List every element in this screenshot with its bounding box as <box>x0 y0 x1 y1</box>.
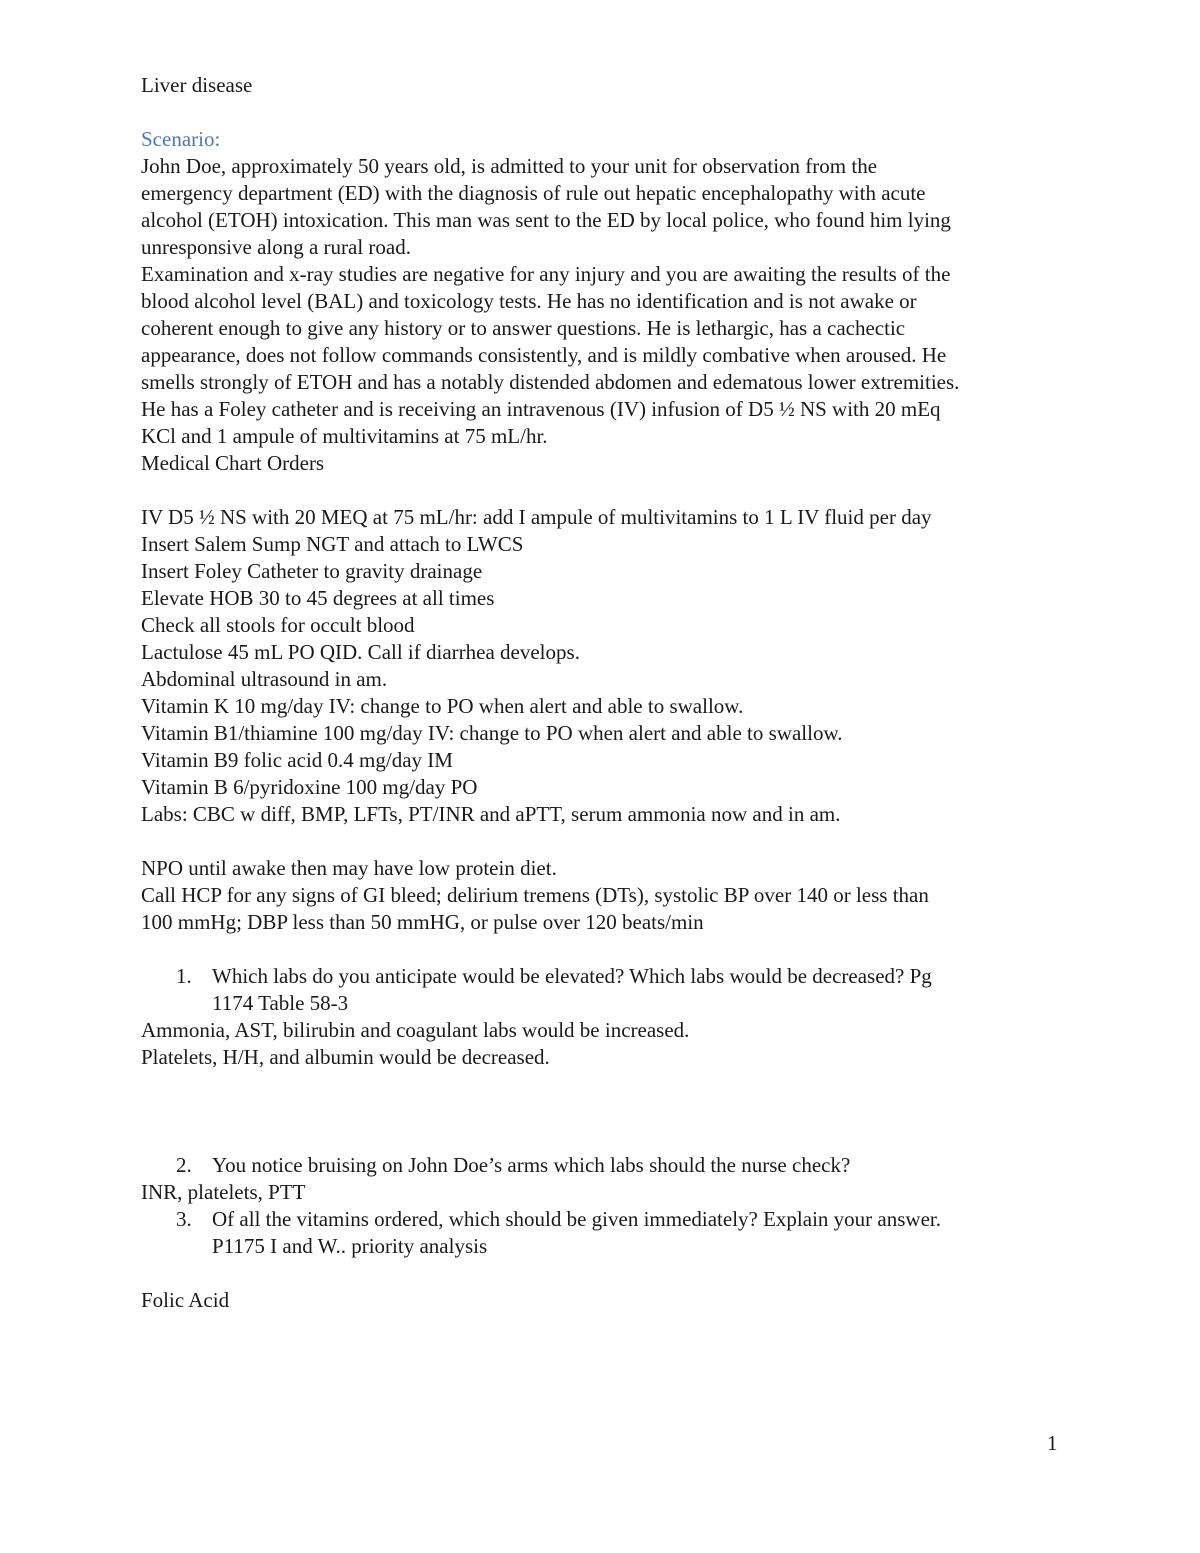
spacer <box>141 1260 1071 1287</box>
scenario-line: blood alcohol level (BAL) and toxicology tests. He has no identification and is not awake or <box>141 289 917 313</box>
scenario-heading: Scenario: <box>141 127 221 151</box>
order-item: Abdominal ultrasound in am. <box>141 667 388 691</box>
question-1 <box>141 963 1071 1017</box>
answer-line: Ammonia, AST, bilirubin and coagulant labs would be increased. <box>141 1018 690 1042</box>
orders-heading: Medical Chart Orders <box>141 451 325 475</box>
answer-line: Folic Acid <box>141 1288 230 1312</box>
order-item: Vitamin B1/thiamine 100 mg/day IV: change to PO when alert and able to swallow. <box>141 721 843 745</box>
diet-line: NPO until awake then may have low protein diet. <box>141 856 557 880</box>
question-text: P1175 I and W.. priority analysis <box>212 1234 488 1258</box>
scenario-line: smells strongly of ETOH and has a notably distended abdomen and edematous lower extremities. <box>141 370 960 394</box>
question-number: 2. <box>176 1153 192 1177</box>
page-number: 1 <box>1047 1431 1058 1455</box>
diet-line: Call HCP for any signs of GI bleed; delirium tremens (DTs), systolic BP over 140 or less than <box>141 883 929 907</box>
order-item: IV D5 ½ NS with 20 MEQ at 75 mL/hr: add I ampule of multivitamins to 1 L IV fluid per day <box>141 505 932 529</box>
scenario-line: unresponsive along a rural road. <box>141 235 411 259</box>
spacer <box>141 477 1071 504</box>
spacer <box>141 99 1071 126</box>
scenario-line: appearance, does not follow commands consistently, and is mildly combative when aroused. He <box>141 343 947 367</box>
document-title: Liver disease <box>141 73 253 97</box>
order-item: Vitamin B9 folic acid 0.4 mg/day IM <box>141 748 453 772</box>
diet-line: 100 mmHg; DBP less than 50 mmHG, or pulse over 120 beats/min <box>141 910 704 934</box>
order-item: Elevate HOB 30 to 45 degrees at all times <box>141 586 495 610</box>
question-text: You notice bruising on John Doe’s arms which labs should the nurse check? <box>212 1153 851 1177</box>
scenario-line: Examination and x-ray studies are negative for any injury and you are awaiting the results of the <box>141 262 951 286</box>
question-number: 1. <box>176 964 192 988</box>
spacer <box>141 936 1071 963</box>
answer-line: INR, platelets, PTT <box>141 1180 306 1204</box>
order-item: Labs: CBC w diff, BMP, LFTs, PT/INR and aPTT, serum ammonia now and in am. <box>141 802 841 826</box>
question-text: Of all the vitamins ordered, which should be given immediately? Explain your answer. <box>212 1207 941 1231</box>
order-item: Check all stools for occult blood <box>141 613 415 637</box>
order-item: Vitamin K 10 mg/day IV: change to PO when alert and able to swallow. <box>141 694 744 718</box>
scenario-line: coherent enough to give any history or to answer questions. He is lethargic, has a cachectic <box>141 316 906 340</box>
scenario-paragraph <box>141 153 1071 450</box>
scenario-line: alcohol (ETOH) intoxication. This man was sent to the ED by local police, who found him lying <box>141 208 951 232</box>
scenario-line: John Doe, approximately 50 years old, is admitted to your unit for observation from the <box>141 154 878 178</box>
scenario-line: He has a Foley catheter and is receiving an intravenous (IV) infusion of D5 ½ NS with 20 mEq <box>141 397 941 421</box>
spacer <box>141 828 1071 855</box>
question-2 <box>141 1152 1071 1179</box>
question-number: 3. <box>176 1207 192 1231</box>
question-text: Which labs do you anticipate would be elevated? Which labs would be decreased? Pg <box>212 964 932 988</box>
order-item: Insert Salem Sump NGT and attach to LWCS <box>141 532 524 556</box>
scenario-line: emergency department (ED) with the diagnosis of rule out hepatic encephalopathy with acute <box>141 181 926 205</box>
scenario-line: KCl and 1 ampule of multivitamins at 75 mL/hr. <box>141 424 548 448</box>
document-body <box>141 72 1071 1314</box>
orders-list <box>141 504 1071 828</box>
question-3 <box>141 1206 1071 1260</box>
spacer <box>141 1125 1071 1152</box>
order-item: Lactulose 45 mL PO QID. Call if diarrhea develops. <box>141 640 580 664</box>
answer-line: Platelets, H/H, and albumin would be decreased. <box>141 1045 550 1069</box>
spacer <box>141 1098 1071 1125</box>
diet-and-notify-orders <box>141 855 1071 936</box>
question-text: 1174 Table 58-3 <box>212 991 349 1015</box>
order-item: Insert Foley Catheter to gravity drainage <box>141 559 483 583</box>
order-item: Vitamin B 6/pyridoxine 100 mg/day PO <box>141 775 478 799</box>
spacer <box>141 1071 1071 1098</box>
